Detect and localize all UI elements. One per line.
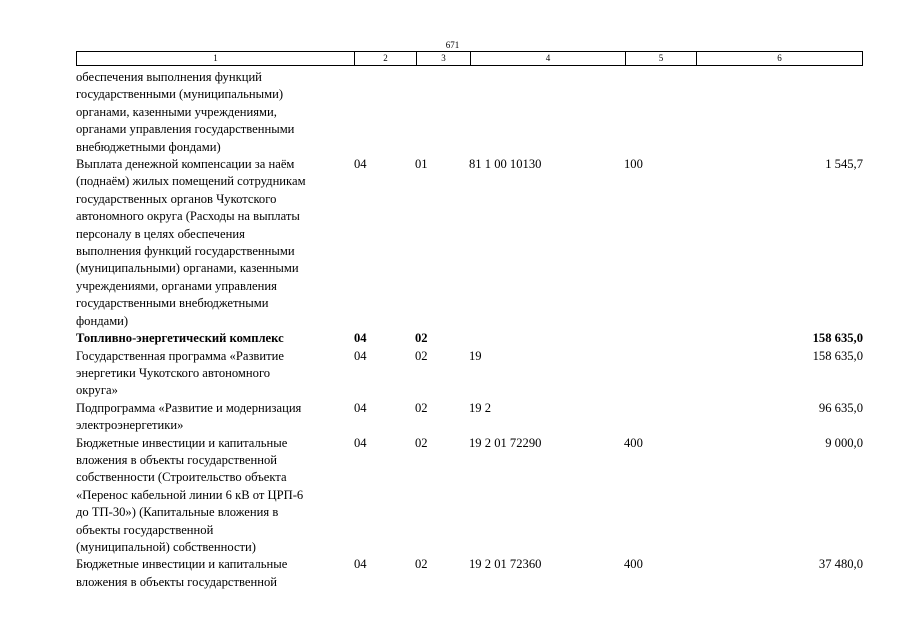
table-header-row: [76, 51, 863, 66]
row-target-code: 19 2 01 72360: [469, 557, 542, 572]
table-row: [0, 556, 905, 591]
row-name: Подпрограмма «Развитие и модернизация электроэнергетики»: [76, 400, 302, 433]
header-col-1: 1: [213, 53, 218, 63]
row-section: 04: [354, 331, 367, 346]
row-subsection: 02: [415, 400, 428, 415]
row-target-code: 19 2: [469, 400, 492, 415]
row-amount: 9 000,0: [825, 435, 863, 450]
table-row: [0, 400, 905, 435]
row-subsection: 02: [415, 557, 428, 572]
table-body: [0, 69, 905, 591]
header-col-4: 4: [470, 52, 625, 65]
table-row: [0, 156, 905, 330]
row-name: обеспечения выполнения функций государственными (муниципальными) органами, казенными учреждениями, органами управления государственными внебюджетными фондами): [76, 70, 295, 154]
row-name: Топливно-энергетический комплекс: [76, 331, 284, 346]
row-expense-type: 400: [624, 435, 643, 450]
row-amount: 1 545,7: [825, 157, 863, 172]
row-section: 04: [354, 348, 367, 363]
row-name: Бюджетные инвестиции и капитальные вложения в объекты государственной: [76, 557, 288, 589]
row-target-code: 19: [469, 348, 482, 363]
row-expense-type: 100: [624, 157, 643, 172]
page-number: 671: [445, 40, 460, 50]
row-amount: 158 635,0: [812, 331, 863, 346]
row-amount: 37 480,0: [818, 557, 863, 572]
header-col-3: 3: [416, 52, 470, 65]
row-section: 04: [354, 557, 367, 572]
header-col-2: 2: [354, 52, 416, 65]
header-col-6: 6: [696, 52, 862, 65]
row-subsection: 01: [415, 157, 428, 172]
row-name: Бюджетные инвестиции и капитальные вложения в объекты государственной собственности (Строительство объекта «Перенос кабельной линии 6 кВ от ЦРП-6 до ТП-30») (Капитальные вложения в объекты государственной (муниципальной) собственности): [76, 435, 304, 554]
table-row: [0, 69, 905, 156]
row-section: 04: [354, 435, 367, 450]
table-row: [0, 348, 905, 400]
row-target-code: 19 2 01 72290: [469, 435, 542, 450]
row-section: 04: [354, 400, 367, 415]
row-amount: 96 635,0: [818, 400, 863, 415]
row-subsection: 02: [415, 435, 428, 450]
header-col-5: 5: [625, 52, 696, 65]
row-target-code: 81 1 00 10130: [469, 157, 542, 172]
row-name: Государственная программа «Развитие энергетики Чукотского автономного округа»: [76, 348, 284, 398]
row-section: 04: [354, 157, 367, 172]
row-amount: 158 635,0: [812, 348, 863, 363]
row-subsection: 02: [415, 348, 428, 363]
row-name: Выплата денежной компенсации за наём (поднаём) жилых помещений сотрудникам государственных органов Чукотского автономного округа (Расходы на выплаты персоналу в целях обеспечения выполнения функций государственными (муниципальными) органами, казенными учреждениями, органами управления государственными внебюджетными фондами): [76, 157, 306, 328]
table-row: [0, 330, 905, 347]
row-subsection: 02: [415, 331, 428, 346]
row-expense-type: 400: [624, 557, 643, 572]
table-row: [0, 435, 905, 557]
